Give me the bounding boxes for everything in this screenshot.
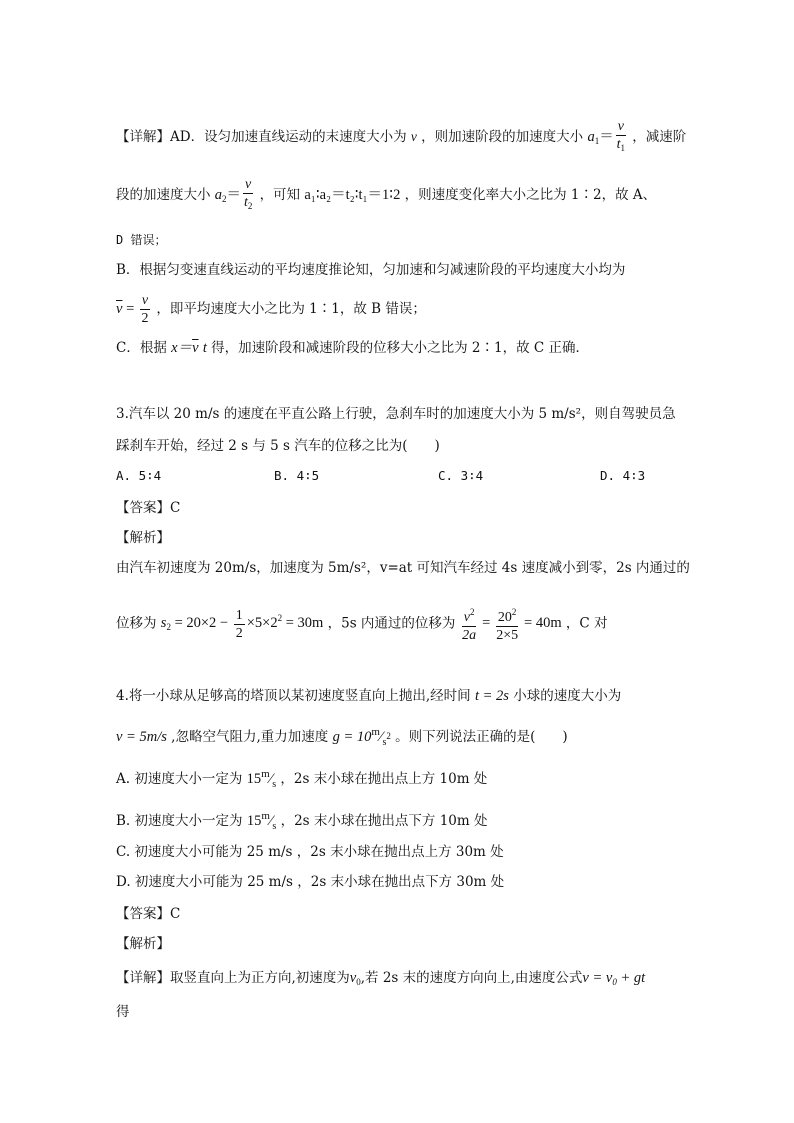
q3-answer: 【答案】C xyxy=(116,500,181,516)
text: ，C 对 xyxy=(565,615,608,632)
den: 2a xyxy=(462,628,477,643)
den: 2 xyxy=(141,311,149,326)
var-a: a xyxy=(587,128,595,145)
formula-velocity: $v = v_0$ + gt xyxy=(582,970,646,987)
formula-vbar: $\overline{v}$ = $\frac{v}{2}$ xyxy=(116,293,149,326)
unit-s: s xyxy=(272,821,277,832)
q3-option-b: B. 4∶5 xyxy=(274,468,320,483)
unit-s: s xyxy=(382,737,387,748)
eq: ＝ xyxy=(599,128,614,145)
var-vbar: $\overline{v}$ xyxy=(192,340,199,356)
detail-b-line2 xyxy=(116,292,426,327)
text: ,忽略空气阻力,重力加速度 xyxy=(171,729,329,745)
den: 2 xyxy=(235,625,243,641)
formula-part: ×5×2 xyxy=(246,615,278,632)
q4-detail-line1 xyxy=(116,968,645,992)
num: 20 xyxy=(497,610,512,625)
text: 【详解】取竖直向上为正方向,初速度为 xyxy=(116,970,350,986)
formula-g xyxy=(332,726,391,748)
q4-stem-line2 xyxy=(116,722,568,753)
var-v: v xyxy=(349,970,357,986)
q3-analysis-line2 xyxy=(116,604,608,644)
unit-s: s xyxy=(272,779,277,790)
detail-ad-line3: D 错误； xyxy=(116,233,167,247)
q3-stem-line1: 3.汽车以 20 m/s 的速度在平直公路上行驶，急刹车时的加速度大小为 5 m/s²，则自驾驶员急 xyxy=(116,406,676,422)
text: 【详解】AD．设匀加速直线运动的末速度大小为 xyxy=(116,128,407,145)
q3-option-a: A. 5∶4 xyxy=(116,468,162,483)
unit-m: m xyxy=(261,768,270,780)
text: ，则加速阶段的加速度大小 xyxy=(421,128,584,145)
var-t: t xyxy=(202,340,207,356)
frac-v2-2a: $\frac{v^2}{2a}$ xyxy=(462,604,477,644)
formula-s5: $\frac{v^2}{2a}$ = $\frac{20^2}{2\times 5}$ = 40m xyxy=(460,615,562,631)
frac-v-2 xyxy=(140,292,150,327)
formula-part: + gt xyxy=(616,970,646,986)
value: 15 xyxy=(246,813,262,829)
eq: ＝ xyxy=(226,186,242,203)
q4-answer: 【答案】C xyxy=(116,906,181,922)
formula-v: v = 5m/s xyxy=(116,729,167,745)
text: ，2s 末小球在抛出点上方 10m 处 xyxy=(280,771,488,787)
q4-option-a xyxy=(116,764,487,795)
text: 位移为 xyxy=(116,615,157,632)
unit-m-s2: $^m⁄_{s2}$ xyxy=(371,726,391,748)
text: ，减速阶 xyxy=(632,128,687,145)
frac-20sq: $\frac{20^2}{2\times 5}$ xyxy=(496,604,519,644)
formula-part: v = v xyxy=(582,970,613,986)
formula-s2: $s_2 = 20\times 2$ − $\frac{1}{2}$ $\times 5\times 2^2 = 30m$ xyxy=(160,607,324,641)
text: 段的加速度大小 xyxy=(116,186,211,203)
text: ，即平均速度大小之比为 1∶1，故 B 错误； xyxy=(156,300,426,317)
formula-v0: $v_0$ xyxy=(349,970,361,987)
text: ，可知 xyxy=(259,186,301,203)
text: B. 初速度大小一定为 xyxy=(116,813,243,829)
formula-part: = 30m xyxy=(285,615,324,632)
text: 得，加速阶段和减速阶段的位移大小之比为 2∶1，故 C 正确． xyxy=(211,340,590,356)
unit-m: m xyxy=(261,810,270,822)
formula-part: = 20×2 − xyxy=(174,615,229,632)
detail-ad-line1 xyxy=(116,118,686,157)
frac-v-t1: $\frac{v}{t_1}$ xyxy=(616,119,626,153)
g-value: g = 10 xyxy=(332,729,372,745)
text: 。则下列说法正确的是( ) xyxy=(395,729,568,745)
formula-x: x＝ xyxy=(171,340,193,356)
unit-15ms: $15^m⁄_s$ xyxy=(246,768,277,790)
q3-option-c: C. 3∶4 xyxy=(438,468,484,483)
num: 1 xyxy=(235,607,243,623)
q3-stem-line2: 踩刹车开始，经过 2 s 与 5 s 汽车的位移之比为( ) xyxy=(116,438,440,454)
text: 小球的速度大小为 xyxy=(513,688,622,704)
unit-15ms: $15^m⁄_s$ xyxy=(246,810,277,832)
den: t xyxy=(243,195,248,210)
var-s: s xyxy=(160,615,167,632)
q3-analysis-line1: 由汽车初速度为 20m/s，加速度为 5m/s²，v=at 可知汽车经过 4s 速度减小到零，2s 内通过的 xyxy=(116,560,690,576)
num: v xyxy=(245,177,252,192)
detail-b-line1: B．根据匀变速直线运动的平均速度推论知，匀加速和匀减速阶段的平均速度大小均为 xyxy=(116,262,626,278)
var-v: v xyxy=(410,128,417,144)
q4-option-c: C. 初速度大小可能为 25 m/s ，2s 末小球在抛出点上方 30m 处 xyxy=(116,844,504,860)
detail-ad-line2 xyxy=(116,176,656,215)
q4-stem-line1 xyxy=(116,686,621,706)
formula-part: = 40m xyxy=(524,615,562,632)
ratio-expression: a₁∶a₂＝t₂∶t₁＝1∶2 xyxy=(304,186,401,203)
text: ，2s 末小球在抛出点下方 10m 处 xyxy=(280,813,488,829)
q4-detail-line2: 得 xyxy=(116,1004,130,1020)
q4-option-d: D. 初速度大小可能为 25 m/s ，2s 末小球在抛出点下方 30m 处 xyxy=(116,874,505,890)
formula-a2: $a_2=$ $\frac{v}{t_2}$ xyxy=(215,187,255,203)
den: 2×5 xyxy=(496,628,519,643)
formula-a1: $a_1=$ $\frac{v}{t_1}$ xyxy=(587,129,627,145)
text: 4.将一小球从足够高的塔顶以某初速度竖直向上抛出,经时间 xyxy=(116,688,471,704)
q3-option-d: D. 4∶3 xyxy=(600,468,646,483)
formula-t: t = 2s xyxy=(474,688,509,704)
num: v xyxy=(617,119,624,134)
text: A. 初速度大小一定为 xyxy=(116,771,243,787)
value: 15 xyxy=(246,771,262,787)
unit-m: m xyxy=(371,726,380,738)
num: v xyxy=(141,293,149,308)
frac-v-t2: $\frac{v}{t_2}$ xyxy=(243,177,253,211)
q4-option-b xyxy=(116,806,487,837)
q4-analysis-label: 【解析】 xyxy=(116,936,170,952)
q3-analysis-label: 【解析】 xyxy=(116,530,170,546)
text: ，则速度变化率大小之比为 1∶2，故 A、 xyxy=(404,186,657,203)
den: t xyxy=(616,137,621,152)
text: ，5s 内通过的位移为 xyxy=(327,615,456,632)
frac-half xyxy=(234,607,245,642)
num: v xyxy=(463,610,470,625)
text: C．根据 xyxy=(116,340,167,356)
text: ,若 2s 末的速度方向向上,由速度公式 xyxy=(360,970,583,986)
detail-c-line xyxy=(116,338,589,358)
